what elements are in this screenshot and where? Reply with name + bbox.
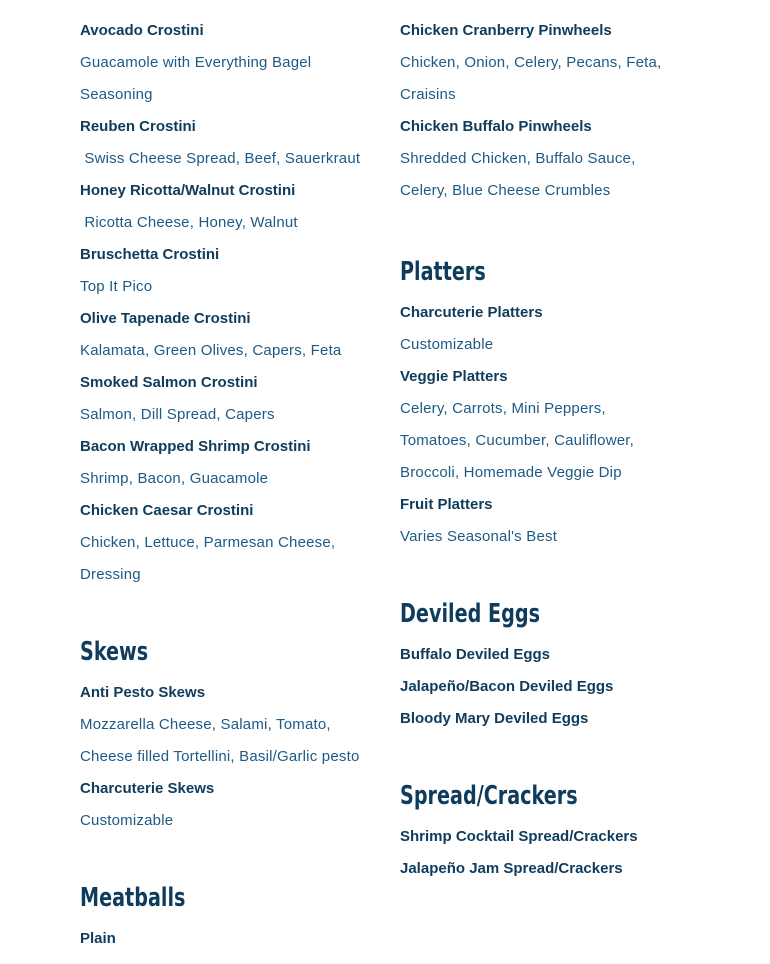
menu-item — [80, 175, 380, 239]
section-heading: Skews — [80, 637, 149, 667]
platters-section — [400, 255, 680, 553]
menu-item-name: Shrimp Cocktail Spread/Crackers — [400, 828, 638, 845]
menu-item-name: Chicken Cranberry Pinwheels — [400, 22, 612, 39]
menu-item-description: Customizable — [400, 336, 494, 353]
menu-item-description: Chicken, Lettuce, Parmesan Cheese, Dressing — [80, 534, 336, 583]
menu-item-description: Salmon, Dill Spread, Capers — [80, 406, 275, 423]
menu-item-name: Jalapeño/Bacon Deviled Eggs — [400, 678, 614, 695]
menu-item-name: Buffalo Deviled Eggs — [400, 646, 551, 663]
meatballs-section — [80, 881, 380, 955]
menu-item-name: Anti Pesto Skews — [80, 684, 206, 701]
deviled-eggs-section — [400, 597, 680, 735]
menu-item-description: Guacamole with Everything Bagel Seasoning — [80, 54, 312, 103]
menu-item-description: Varies Seasonal's Best — [400, 528, 558, 545]
left-menu-column — [80, 15, 380, 955]
menu-item — [80, 15, 380, 111]
menu-item-name: Smoked Salmon Crostini — [80, 374, 258, 391]
menu-item — [400, 297, 680, 361]
menu-item-name: Charcuterie Skews — [80, 780, 215, 797]
menu-item-description: Chicken, Onion, Celery, Pecans, Feta, Craisins — [400, 54, 662, 103]
menu-item-description: Celery, Carrots, Mini Peppers, Tomatoes, Cucumber, Cauliflower, Broccoli, Homemade Veggie Dip — [400, 400, 634, 481]
menu-item-description: Ricotta Cheese, Honey, Walnut — [80, 214, 298, 231]
menu-item — [80, 923, 380, 955]
menu-item-name: Bruschetta Crostini — [80, 246, 220, 263]
menu-item — [80, 677, 380, 773]
menu-item-description: Mozzarella Cheese, Salami, Tomato, Cheese filled Tortellini, Basil/Garlic pesto — [80, 716, 360, 765]
menu-item-name: Charcuterie Platters — [400, 304, 543, 321]
menu-item-description: Shredded Chicken, Buffalo Sauce, Celery, Blue Cheese Crumbles — [400, 150, 636, 199]
menu-item-name: Fruit Platters — [400, 496, 493, 513]
right-menu-column — [400, 15, 680, 885]
menu-item-name: Bacon Wrapped Shrimp Crostini — [80, 438, 311, 455]
section-heading: Deviled Eggs — [400, 599, 540, 629]
menu-item-name: Reuben Crostini — [80, 118, 196, 135]
menu-item — [400, 111, 680, 207]
menu-item-name: Olive Tapenade Crostini — [80, 310, 251, 327]
section-heading: Meatballs — [80, 883, 186, 913]
menu-item-description: Shrimp, Bacon, Guacamole — [80, 470, 269, 487]
menu-item-name: Honey Ricotta/Walnut Crostini — [80, 182, 296, 199]
section-heading: Spread/Crackers — [400, 781, 578, 811]
menu-item-description: Swiss Cheese Spread, Beef, Sauerkraut — [80, 150, 361, 167]
menu-item-name: Jalapeño Jam Spread/Crackers — [400, 860, 623, 877]
menu-item-description: Top It Pico — [80, 278, 153, 295]
menu-item — [400, 361, 680, 489]
menu-item — [80, 239, 380, 303]
menu-item-name: Chicken Buffalo Pinwheels — [400, 118, 592, 135]
spread-crackers-section — [400, 779, 680, 885]
menu-item — [400, 489, 680, 553]
menu-item-name: Plain — [80, 930, 116, 947]
menu-item-description: Kalamata, Green Olives, Capers, Feta — [80, 342, 342, 359]
menu-item — [80, 495, 380, 591]
menu-item — [80, 303, 380, 367]
menu-item-name: Bloody Mary Deviled Eggs — [400, 710, 589, 727]
section-heading: Platters — [400, 257, 486, 287]
menu-item — [80, 431, 380, 495]
menu-item-name: Chicken Caesar Crostini — [80, 502, 254, 519]
menu-item-name: Avocado Crostini — [80, 22, 204, 39]
menu-item-description: Customizable — [80, 812, 174, 829]
menu-item — [80, 111, 380, 175]
menu-item-name: Veggie Platters — [400, 368, 508, 385]
menu-item — [80, 367, 380, 431]
skews-section — [80, 635, 380, 837]
menu-item — [400, 15, 680, 111]
menu-item — [80, 773, 380, 837]
